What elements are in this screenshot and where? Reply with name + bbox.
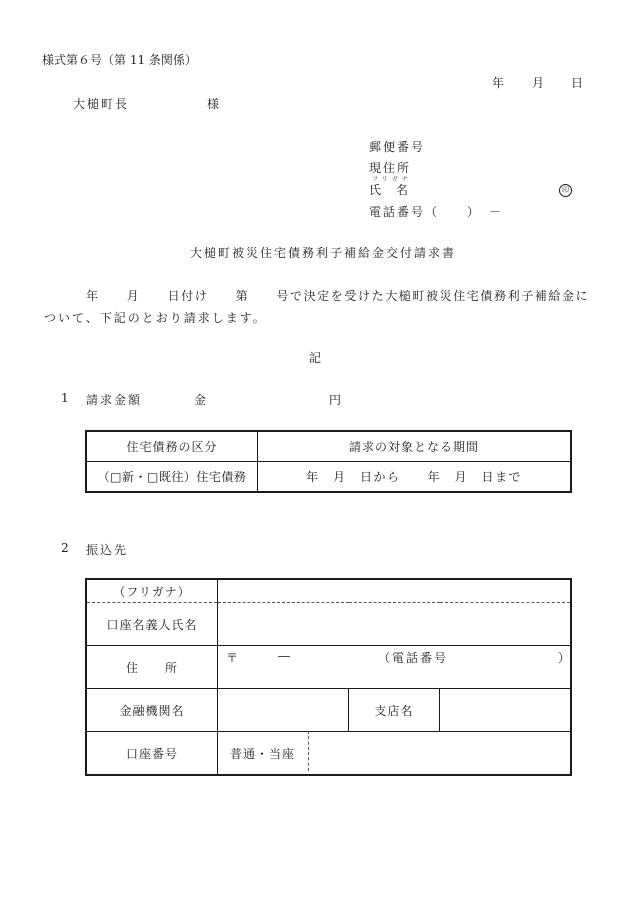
seal-icon: 印 bbox=[559, 184, 572, 197]
postal-code-label: 郵便番号 bbox=[369, 140, 426, 154]
account-type: 普通・当座 bbox=[230, 746, 296, 761]
branch-name-label: 支店名 bbox=[349, 689, 440, 732]
section-1-label: 請求金額 bbox=[86, 393, 143, 407]
body-line-2: ついて、下記のとおり請求します。 bbox=[44, 311, 267, 325]
amount-kin: 金 bbox=[194, 393, 207, 407]
phone-label: 電話番号（ ） － bbox=[369, 205, 504, 219]
addressee-name: 大槌町長 bbox=[73, 97, 130, 111]
address-phone-label: （電話番号 bbox=[378, 651, 449, 665]
date-year: 年 bbox=[492, 76, 505, 90]
account-number-input[interactable] bbox=[218, 732, 572, 776]
debt-category-value: （□新・□既往）住宅債務 bbox=[86, 462, 258, 493]
seal-mark bbox=[559, 181, 572, 197]
current-address-label: 現住所 bbox=[369, 161, 412, 175]
name-label-2: 名 bbox=[396, 183, 409, 197]
amount-yen: 円 bbox=[329, 393, 342, 407]
furigana-input[interactable] bbox=[218, 579, 572, 603]
ki-heading: 記 bbox=[309, 351, 322, 365]
claim-period-header: 請求の対象となる期間 bbox=[258, 431, 572, 462]
bank-name-label: 金融機関名 bbox=[86, 689, 218, 732]
body-line-1: 年 月 日付け 第 号で決定を受けた大槌町被災住宅債務利子補給金に bbox=[86, 289, 590, 303]
document-title: 大槌町被災住宅債務利子補給金交付請求書 bbox=[190, 246, 457, 260]
name-label-1: 氏 bbox=[369, 183, 382, 197]
account-type-divider bbox=[308, 731, 309, 771]
address-phone-close: ） bbox=[558, 651, 572, 665]
branch-name-input[interactable] bbox=[440, 689, 572, 732]
account-holder-input[interactable] bbox=[218, 603, 572, 646]
bank-name-input[interactable] bbox=[218, 689, 349, 732]
debt-period-table bbox=[85, 430, 572, 493]
claim-period-value: 年 月 日から 年 月 日まで bbox=[258, 462, 572, 493]
transfer-account-table bbox=[85, 578, 572, 776]
address-input[interactable] bbox=[218, 646, 572, 689]
account-holder-label: 口座名義人氏名 bbox=[86, 603, 218, 646]
addressee-honorific: 様 bbox=[207, 97, 220, 111]
postal-dash: ― bbox=[278, 649, 291, 663]
form-number: 様式第６号（第 11 条関係） bbox=[42, 53, 197, 67]
account-number-label: 口座番号 bbox=[86, 732, 218, 776]
debt-category-header: 住宅債務の区分 bbox=[86, 431, 258, 462]
section-2-label: 振込先 bbox=[86, 543, 129, 557]
furigana-ruby: フリガナ bbox=[372, 176, 412, 183]
furigana-label: （フリガナ） bbox=[86, 579, 218, 603]
section-1-number: 1 bbox=[61, 391, 69, 405]
address-label: 住 所 bbox=[86, 646, 218, 689]
date-day: 日 bbox=[571, 76, 584, 90]
date-month: 月 bbox=[532, 76, 545, 90]
postal-mark: 〒 bbox=[226, 651, 240, 665]
section-2-number: 2 bbox=[61, 541, 69, 555]
